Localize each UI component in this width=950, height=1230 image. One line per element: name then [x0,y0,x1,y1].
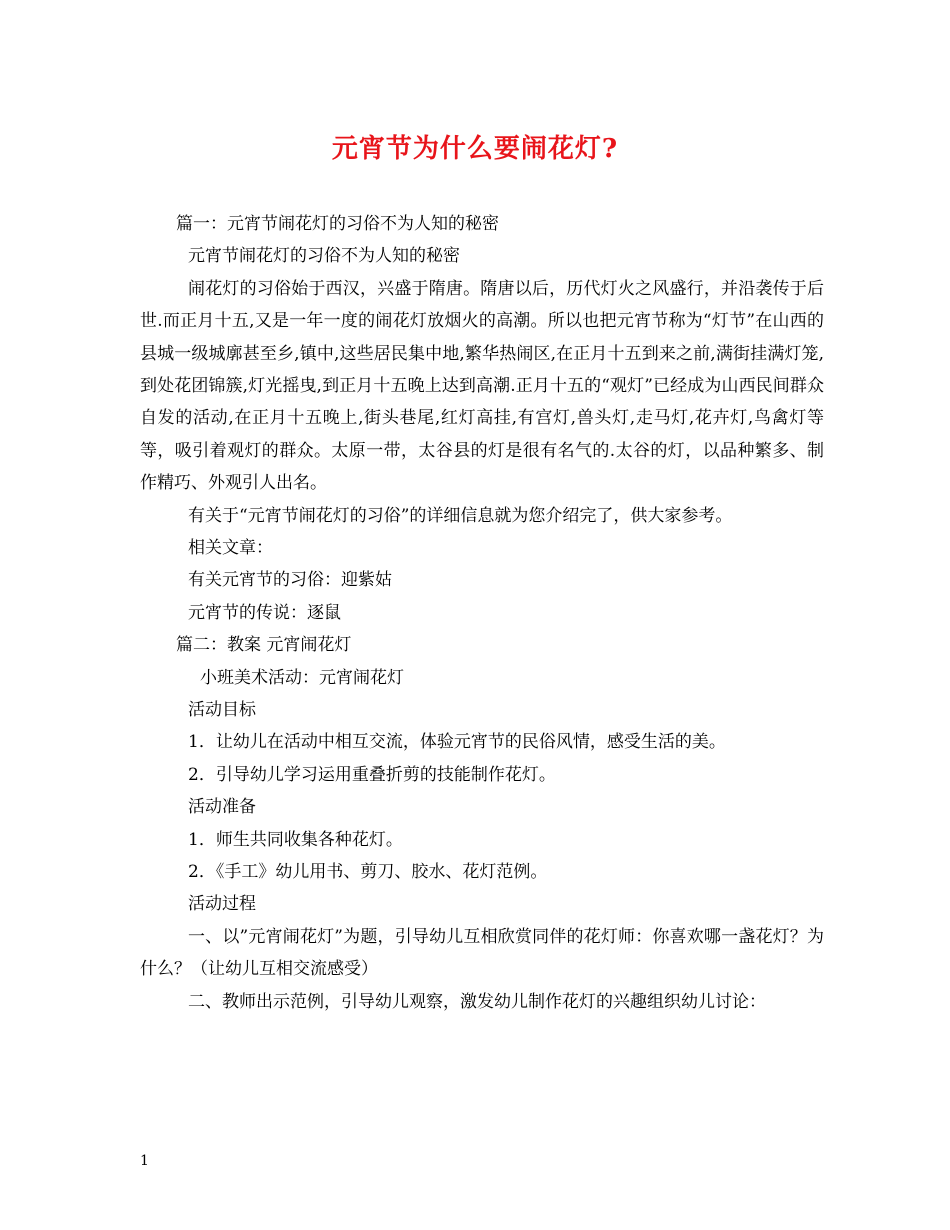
section-heading-1: 篇一：元宵节闹花灯的习俗不为人知的秘密 [176,214,499,234]
section-heading-2: 篇二：教案 元宵闹花灯 [176,635,352,656]
process-step: 二、教师出示范例，引导幼儿观察，激发幼儿制作花灯的兴趣组织幼儿讨论： [188,991,766,1012]
related-articles-label: 相关文章： [188,538,273,559]
process-step: 一、以”元宵闹花灯”为题，引导幼儿互相欣赏同伴的花灯师：你喜欢哪一盏花灯？为什么？（让幼儿互相交流感受） [140,926,824,980]
related-article-link[interactable]: 有关元宵节的习俗：迎紫姑 [188,570,392,591]
article-paragraph: 闹花灯的习俗始于西汉，兴盛于隋唐。隋唐以后，历代灯火之风盛行，并沿袭传于后世.而正月十五,又是一年一度的闹花灯放烟火的高潮。所以也把元宵节称为“灯节”在山西的县城一级城廓甚至乡,镇中,这些居民集中地,繁华热闹区,在正月十五到来之前,满街挂满灯笼,到处花团锦簇,灯光摇曳,到正月十五晚上达到高潮.正月十五的“观灯”已经成为山西民间群众自发的活动,在正月十五晚上,街头巷尾,红灯高挂,有宫灯,兽头灯,走马灯,花卉灯,鸟禽灯等等，吸引着观灯的群众。太原一带，太谷县的灯是很有名气的.太谷的灯，以品种繁多、制作精巧、外观引人出名。 [140,278,824,494]
preparation-heading: 活动准备 [188,797,256,818]
preparation-item: 1．师生共同收集各种花灯。 [188,829,403,850]
lesson-title: 小班美术活动：元宵闹花灯 [200,667,404,688]
page-number: 1 [140,1153,149,1169]
preparation-item: 2．《手工》幼儿用书、剪刀、胶水、花灯范例。 [188,861,548,882]
process-heading: 活动过程 [188,894,256,915]
goal-item: 2．引导幼儿学习运用重叠折剪的技能制作花灯。 [188,764,556,785]
document-body [140,208,824,1018]
summary-line: 有关于“元宵节闹花灯的习俗”的详细信息就为您介绍完了，供大家参考。 [188,505,733,526]
goal-item: 1．让幼儿在活动中相互交流，体验元宵节的民俗风情，感受生活的美。 [188,732,726,753]
article-subtitle: 元宵节闹花灯的习俗不为人知的秘密 [188,246,460,267]
related-article-link[interactable]: 元宵节的传说：逐鼠 [188,602,341,623]
document-title: 元宵节为什么要闹花灯? [331,134,619,164]
goals-heading: 活动目标 [188,699,256,720]
